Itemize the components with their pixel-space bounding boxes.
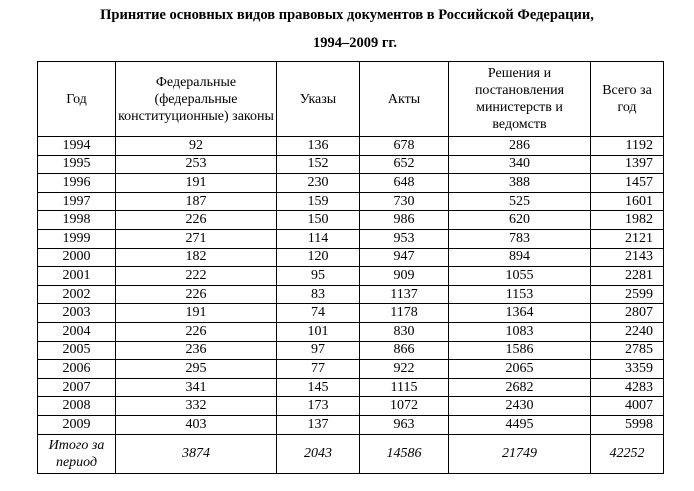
cell-decrees: 136 <box>277 137 360 156</box>
table-row <box>38 415 664 434</box>
cell-decisions: 2682 <box>449 378 591 397</box>
total-label: Итого за период <box>38 434 116 473</box>
table-row <box>38 341 664 360</box>
cell-decisions: 1586 <box>449 341 591 360</box>
cell-decrees: 77 <box>277 360 360 379</box>
cell-acts: 986 <box>360 211 449 230</box>
cell-decisions: 894 <box>449 248 591 267</box>
header-federal-laws: Федеральные (федеральные конституционные) законы <box>116 62 277 137</box>
cell-year: 2003 <box>38 304 116 323</box>
cell-total: 2143 <box>591 248 664 267</box>
cell-decrees: 159 <box>277 192 360 211</box>
cell-acts: 1137 <box>360 285 449 304</box>
table-row <box>38 211 664 230</box>
cell-year: 2004 <box>38 322 116 341</box>
cell-total: 2121 <box>591 229 664 248</box>
cell-federal-laws: 191 <box>116 304 277 323</box>
cell-total: 4007 <box>591 397 664 416</box>
table-row <box>38 285 664 304</box>
cell-federal-laws: 92 <box>116 137 277 156</box>
cell-decisions: 2430 <box>449 397 591 416</box>
header-decrees: Указы <box>277 62 360 137</box>
total-decisions: 21749 <box>449 434 591 473</box>
table-total-row <box>38 434 664 473</box>
cell-decisions: 783 <box>449 229 591 248</box>
cell-decisions: 1055 <box>449 267 591 286</box>
cell-total: 2281 <box>591 267 664 286</box>
cell-decrees: 150 <box>277 211 360 230</box>
cell-decrees: 120 <box>277 248 360 267</box>
cell-total: 1457 <box>591 174 664 193</box>
cell-total: 5998 <box>591 415 664 434</box>
table-row <box>38 229 664 248</box>
cell-acts: 947 <box>360 248 449 267</box>
table-row <box>38 397 664 416</box>
cell-decrees: 230 <box>277 174 360 193</box>
cell-acts: 866 <box>360 341 449 360</box>
cell-acts: 922 <box>360 360 449 379</box>
cell-decrees: 152 <box>277 155 360 174</box>
cell-federal-laws: 187 <box>116 192 277 211</box>
cell-decisions: 1364 <box>449 304 591 323</box>
table-row <box>38 137 664 156</box>
table-row <box>38 248 664 267</box>
cell-decisions: 286 <box>449 137 591 156</box>
cell-federal-laws: 332 <box>116 397 277 416</box>
cell-decisions: 1083 <box>449 322 591 341</box>
cell-federal-laws: 295 <box>116 360 277 379</box>
cell-decrees: 83 <box>277 285 360 304</box>
table-row <box>38 174 664 193</box>
cell-acts: 648 <box>360 174 449 193</box>
cell-federal-laws: 226 <box>116 285 277 304</box>
cell-federal-laws: 236 <box>116 341 277 360</box>
cell-year: 2008 <box>38 397 116 416</box>
cell-total: 1982 <box>591 211 664 230</box>
cell-decisions: 388 <box>449 174 591 193</box>
table-row <box>38 192 664 211</box>
total-acts: 14586 <box>360 434 449 473</box>
cell-decrees: 101 <box>277 322 360 341</box>
cell-year: 2009 <box>38 415 116 434</box>
cell-year: 2002 <box>38 285 116 304</box>
cell-federal-laws: 403 <box>116 415 277 434</box>
cell-federal-laws: 253 <box>116 155 277 174</box>
cell-decrees: 145 <box>277 378 360 397</box>
cell-year: 1996 <box>38 174 116 193</box>
cell-federal-laws: 226 <box>116 211 277 230</box>
cell-year: 2006 <box>38 360 116 379</box>
cell-year: 2001 <box>38 267 116 286</box>
cell-decisions: 2065 <box>449 360 591 379</box>
cell-decisions: 525 <box>449 192 591 211</box>
cell-federal-laws: 226 <box>116 322 277 341</box>
cell-acts: 963 <box>360 415 449 434</box>
cell-acts: 1115 <box>360 378 449 397</box>
cell-year: 1999 <box>38 229 116 248</box>
cell-acts: 1072 <box>360 397 449 416</box>
cell-acts: 678 <box>360 137 449 156</box>
cell-decisions: 4495 <box>449 415 591 434</box>
table-body <box>38 137 664 435</box>
cell-decisions: 620 <box>449 211 591 230</box>
cell-year: 1994 <box>38 137 116 156</box>
cell-decrees: 97 <box>277 341 360 360</box>
cell-total: 4283 <box>591 378 664 397</box>
cell-decrees: 95 <box>277 267 360 286</box>
cell-total: 2240 <box>591 322 664 341</box>
table-row <box>38 360 664 379</box>
table-row <box>38 378 664 397</box>
cell-year: 2007 <box>38 378 116 397</box>
cell-federal-laws: 191 <box>116 174 277 193</box>
cell-acts: 730 <box>360 192 449 211</box>
cell-acts: 953 <box>360 229 449 248</box>
cell-decrees: 114 <box>277 229 360 248</box>
cell-total: 1397 <box>591 155 664 174</box>
total-federal-laws: 3874 <box>116 434 277 473</box>
table-row <box>38 322 664 341</box>
cell-federal-laws: 182 <box>116 248 277 267</box>
cell-acts: 652 <box>360 155 449 174</box>
cell-decisions: 1153 <box>449 285 591 304</box>
total-total: 42252 <box>591 434 664 473</box>
cell-federal-laws: 341 <box>116 378 277 397</box>
table-header-row <box>38 62 664 137</box>
cell-total: 3359 <box>591 360 664 379</box>
cell-total: 2599 <box>591 285 664 304</box>
cell-total: 1192 <box>591 137 664 156</box>
cell-federal-laws: 222 <box>116 267 277 286</box>
table-row <box>38 155 664 174</box>
document-title: Принятие основных видов правовых документов в Российской Федерации, <box>100 7 594 23</box>
table-row <box>38 267 664 286</box>
header-year: Год <box>38 62 116 137</box>
header-acts: Акты <box>360 62 449 137</box>
cell-total: 1601 <box>591 192 664 211</box>
total-decrees: 2043 <box>277 434 360 473</box>
cell-year: 1995 <box>38 155 116 174</box>
cell-acts: 830 <box>360 322 449 341</box>
cell-year: 1998 <box>38 211 116 230</box>
legal-documents-table <box>37 61 664 474</box>
cell-decrees: 74 <box>277 304 360 323</box>
cell-year: 1997 <box>38 192 116 211</box>
cell-decrees: 137 <box>277 415 360 434</box>
table-row <box>38 304 664 323</box>
document-subtitle-years: 1994–2009 гг. <box>312 35 398 51</box>
cell-year: 2005 <box>38 341 116 360</box>
cell-federal-laws: 271 <box>116 229 277 248</box>
header-decisions: Решения и постановления министерств и ведомств <box>449 62 591 137</box>
cell-acts: 909 <box>360 267 449 286</box>
cell-decrees: 173 <box>277 397 360 416</box>
cell-total: 2807 <box>591 304 664 323</box>
cell-year: 2000 <box>38 248 116 267</box>
header-total: Всего за год <box>591 62 664 137</box>
cell-acts: 1178 <box>360 304 449 323</box>
cell-total: 2785 <box>591 341 664 360</box>
cell-decisions: 340 <box>449 155 591 174</box>
